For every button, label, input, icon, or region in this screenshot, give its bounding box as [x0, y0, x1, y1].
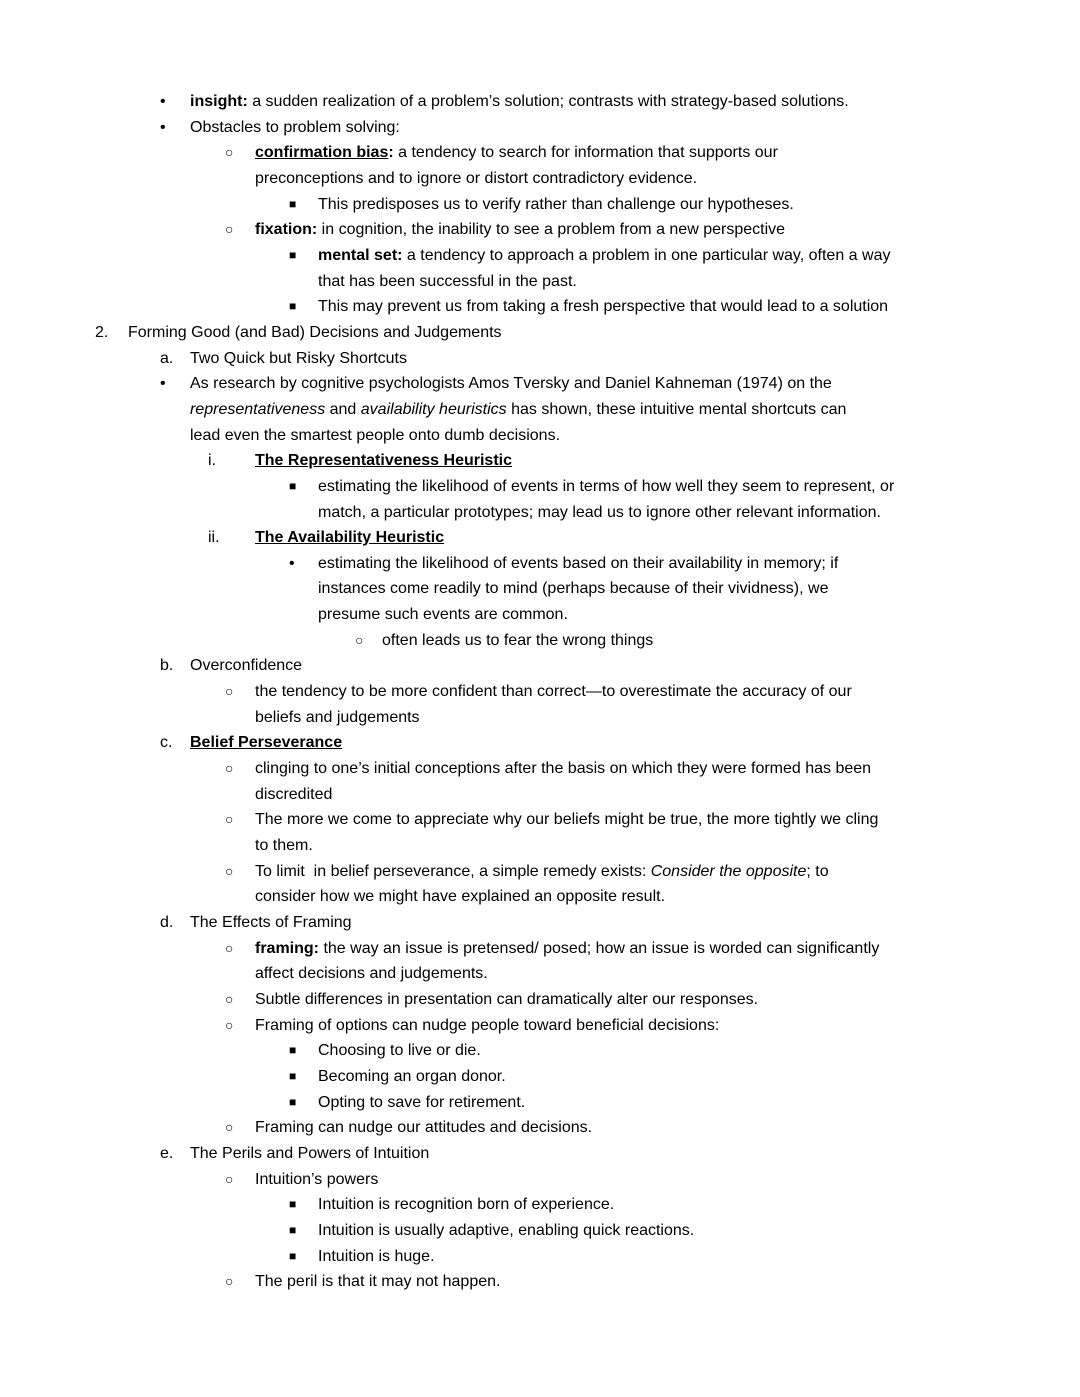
text-segment: Framing of options can nudge people toward beneficial decisions:: [255, 1016, 720, 1034]
text-segment: This may prevent us from taking a fresh perspective that would lead to a solution: [318, 298, 889, 316]
list-item-line: [0, 910, 1080, 936]
list-item-continuation: [0, 576, 1080, 602]
bullet-circle-icon: ○: [225, 1273, 234, 1290]
list-label: c.: [160, 734, 173, 752]
text-segment: The Availability Heuristic: [255, 529, 445, 547]
notes-list: [0, 89, 1080, 1295]
text-segment: :: [388, 144, 394, 162]
text-segment: Consider the opposite: [650, 862, 807, 880]
text-segment: a tendency to approach a problem in one particular way, often a way: [402, 246, 891, 264]
text-segment: The Perils and Powers of Intuition: [190, 1144, 430, 1162]
list-item-line: [0, 371, 1080, 397]
text-segment: to them.: [255, 837, 313, 855]
text-segment: availability heuristics: [360, 400, 507, 418]
text-segment: the way an issue is pretensed/ posed; how an issue is worded can significantly: [319, 939, 880, 957]
text-segment: clinging to one’s initial conceptions after the basis on which they were formed has been: [255, 760, 872, 778]
bullet-circle-icon: ○: [225, 760, 234, 777]
bullet-circle-icon: ○: [225, 1016, 234, 1033]
text-segment: Forming Good (and Bad) Decisions and Judgements: [128, 323, 502, 341]
list-item-continuation: [0, 884, 1080, 910]
text-segment: Obstacles to problem solving:: [190, 118, 400, 136]
list-item-line: [0, 807, 1080, 833]
list-item-line: [0, 346, 1080, 372]
text-segment: framing:: [255, 939, 319, 957]
bullet-circle-icon: ○: [225, 1170, 234, 1187]
text-segment: Framing can nudge our attitudes and decisions.: [255, 1119, 593, 1137]
text-segment: To limit in belief perseverance, a simple remedy exists:: [255, 862, 651, 880]
bullet-square-icon: ■: [289, 1197, 297, 1212]
bullet-disc-icon: •: [160, 118, 166, 136]
text-segment: Belief Perseverance: [190, 734, 343, 752]
text-segment: Intuition is recognition born of experience.: [318, 1196, 615, 1214]
list-item-line: [0, 679, 1080, 705]
bullet-circle-icon: ○: [225, 221, 234, 238]
text-segment: match, a particular prototypes; may lead us to ignore other relevant information.: [318, 503, 881, 521]
text-segment: The more we come to appreciate why our beliefs might be true, the more tightly we cling: [255, 811, 879, 829]
text-segment: Choosing to live or die.: [318, 1042, 481, 1060]
list-item-line: [0, 628, 1080, 654]
text-segment: a tendency to search for information that supports our: [393, 144, 778, 162]
text-segment: Opting to save for retirement.: [318, 1093, 526, 1111]
text-segment: presume such events are common.: [318, 606, 568, 624]
text-segment: Subtle differences in presentation can dramatically alter our responses.: [255, 990, 759, 1008]
list-item-line: [0, 1090, 1080, 1116]
list-item-continuation: [0, 961, 1080, 987]
list-label: b.: [160, 657, 174, 675]
bullet-circle-icon: ○: [355, 631, 364, 648]
text-segment: in cognition, the inability to see a problem from a new perspective: [317, 221, 786, 239]
list-item-line: [0, 653, 1080, 679]
list-item-line: [0, 243, 1080, 269]
bullet-circle-icon: ○: [225, 144, 234, 161]
text-segment: that has been successful in the past.: [318, 272, 577, 290]
bullet-circle-icon: ○: [225, 939, 234, 956]
list-item-line: [0, 320, 1080, 346]
text-segment: mental set:: [318, 246, 403, 264]
text-segment: confirmation bias: [255, 144, 389, 162]
list-item-continuation: [0, 423, 1080, 449]
list-item-line: [0, 987, 1080, 1013]
text-segment: a sudden realization of a problem’s solution; contrasts with strategy-based solutions.: [247, 93, 849, 110]
list-item-line: [0, 474, 1080, 500]
text-segment: The Representativeness Heuristic: [255, 452, 512, 470]
text-segment: estimating the likelihood of events in terms of how well they seem to represent, or: [318, 477, 895, 495]
list-label: e.: [160, 1144, 174, 1162]
bullet-circle-icon: ○: [225, 683, 234, 700]
list-item-continuation: [0, 705, 1080, 731]
bullet-square-icon: ■: [289, 1068, 297, 1083]
text-segment: Intuition’s powers: [255, 1170, 379, 1188]
text-segment: The peril is that it may not happen.: [255, 1273, 501, 1291]
text-segment: Becoming an organ donor.: [318, 1067, 506, 1085]
text-segment: ; to: [806, 862, 829, 880]
text-segment: discredited: [255, 785, 333, 803]
bullet-square-icon: ■: [289, 1094, 297, 1109]
text-segment: estimating the likelihood of events based on their availability in memory; if: [318, 554, 839, 572]
bullet-circle-icon: ○: [225, 1119, 234, 1136]
bullet-square-icon: ■: [289, 1248, 297, 1263]
bullet-circle-icon: ○: [225, 862, 234, 879]
list-item-line: [0, 859, 1080, 885]
list-item-line: [0, 1064, 1080, 1090]
list-item-line: [0, 192, 1080, 218]
list-item-continuation: [0, 397, 1080, 423]
bullet-square-icon: ■: [289, 299, 297, 314]
text-segment: instances come readily to mind (perhaps because of their vividness), we: [318, 580, 829, 598]
text-segment: preconceptions and to ignore or distort contradictory evidence.: [255, 169, 698, 187]
list-item-line: [0, 1269, 1080, 1295]
text-segment: Intuition is huge.: [318, 1247, 435, 1265]
text-segment: As research by cognitive psychologists Amos Tversky and Daniel Kahneman (1974) on the: [190, 375, 832, 393]
list-item-continuation: [0, 269, 1080, 295]
list-item-line: [0, 551, 1080, 577]
bullet-circle-icon: ○: [225, 990, 234, 1007]
text-segment: often leads us to fear the wrong things: [382, 631, 654, 649]
text-segment: Intuition is usually adaptive, enabling quick reactions.: [318, 1221, 695, 1239]
list-label: d.: [160, 914, 174, 931]
bullet-square-icon: ■: [289, 478, 297, 493]
text-segment: Overconfidence: [190, 657, 303, 675]
list-item-line: [0, 217, 1080, 243]
text-segment: The Effects of Framing: [190, 914, 352, 931]
list-label: i.: [208, 452, 216, 470]
bullet-square-icon: ■: [289, 1043, 297, 1058]
text-segment: insight:: [190, 93, 248, 110]
text-segment: This predisposes us to verify rather than challenge our hypotheses.: [318, 195, 794, 213]
text-segment: and: [325, 400, 361, 418]
list-item-line: [0, 448, 1080, 474]
list-item-line: [0, 1167, 1080, 1193]
list-item-continuation: [0, 500, 1080, 526]
list-item-line: [0, 115, 1080, 141]
text-segment: affect decisions and judgements.: [255, 965, 488, 983]
text-segment: the tendency to be more confident than correct—to overestimate the accuracy of our: [255, 683, 852, 701]
list-item-line: [0, 756, 1080, 782]
list-item-line: [0, 1115, 1080, 1141]
bullet-disc-icon: •: [160, 93, 166, 110]
bullet-square-icon: ■: [289, 196, 297, 211]
bullet-square-icon: ■: [289, 1222, 297, 1237]
text-segment: has shown, these intuitive mental shortcuts can: [506, 400, 847, 418]
bullet-circle-icon: ○: [225, 811, 234, 828]
list-item-line: [0, 1141, 1080, 1167]
text-segment: beliefs and judgements: [255, 708, 420, 726]
list-item-line: [0, 936, 1080, 962]
list-label: ii.: [208, 529, 220, 547]
list-item-line: [0, 89, 1080, 115]
list-item-line: [0, 140, 1080, 166]
text-segment: Two Quick but Risky Shortcuts: [190, 349, 407, 367]
list-item-line: [0, 294, 1080, 320]
text-segment: fixation:: [255, 221, 318, 239]
bullet-disc-icon: •: [160, 375, 166, 393]
text-segment: consider how we might have explained an opposite result.: [255, 888, 666, 906]
list-item-line: [0, 1038, 1080, 1064]
list-item-continuation: [0, 833, 1080, 859]
list-label: a.: [160, 349, 174, 367]
list-label: 2.: [95, 323, 109, 341]
list-item-line: [0, 525, 1080, 551]
text-segment: representativeness: [190, 400, 326, 418]
bullet-square-icon: ■: [289, 247, 297, 262]
list-item-line: [0, 730, 1080, 756]
text-segment: lead even the smartest people onto dumb decisions.: [190, 426, 561, 444]
list-item-continuation: [0, 166, 1080, 192]
list-item-continuation: [0, 602, 1080, 628]
list-item-line: [0, 1192, 1080, 1218]
list-item-line: [0, 1013, 1080, 1039]
list-item-line: [0, 1244, 1080, 1270]
list-item-line: [0, 1218, 1080, 1244]
bullet-disc-icon: •: [289, 554, 295, 572]
list-item-continuation: [0, 782, 1080, 808]
